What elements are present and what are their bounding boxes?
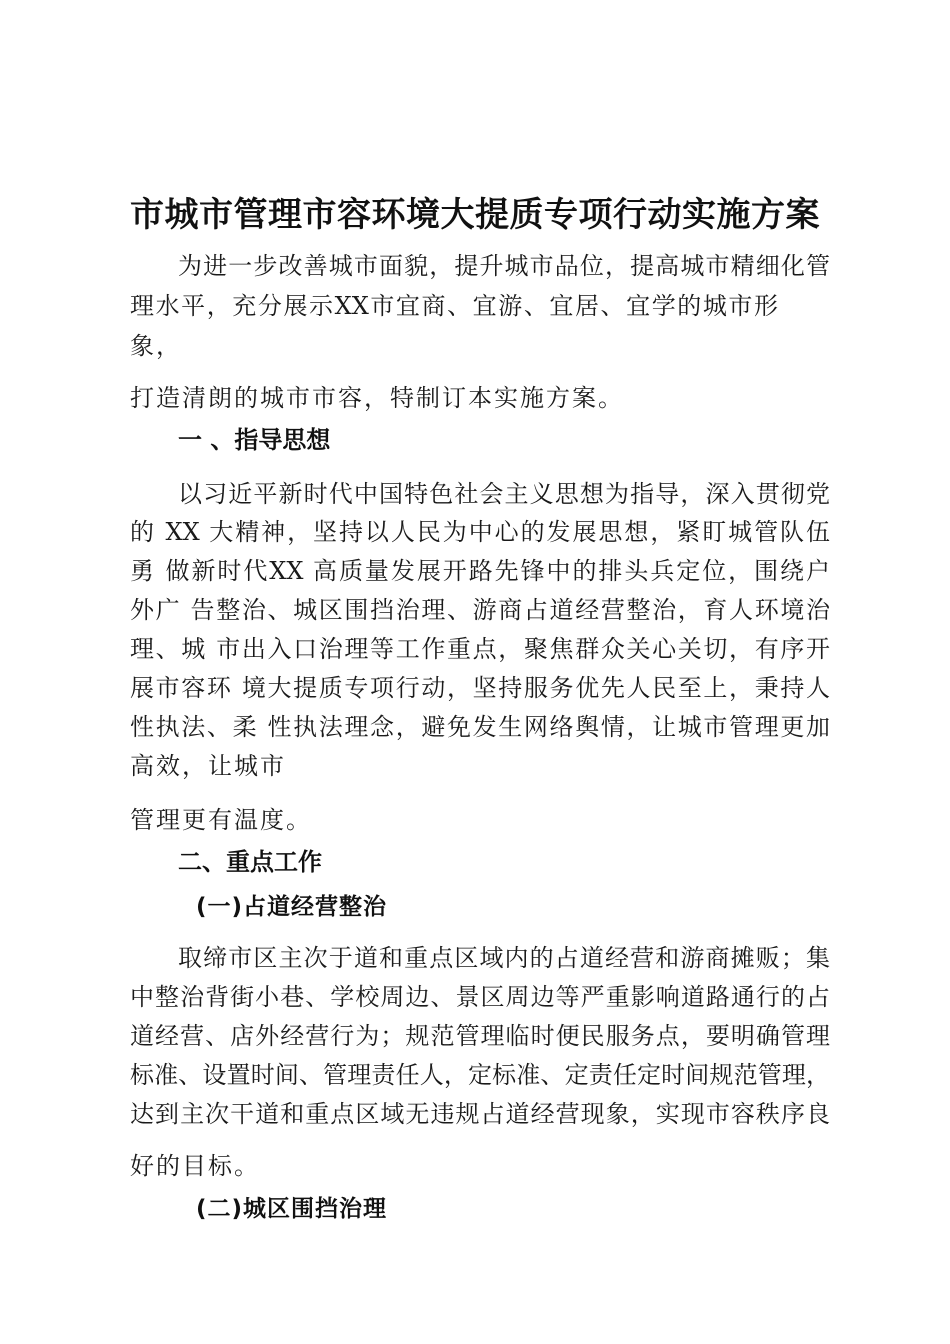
- paragraph-line: 中整治背街小巷、学校周边、景区周边等严重影响道路通行的占: [130, 983, 830, 1011]
- paragraph-line: 取缔市区主次于道和重点区域内的占道经营和游商摊贩；集: [178, 944, 830, 972]
- subsection-heading-hoarding: (二)城区围挡治理: [196, 1196, 388, 1222]
- paragraph-line: 外广 告整治、城区围挡治理、游商占道经营整治，育人环境治: [130, 596, 830, 624]
- intro-line-3: 象，: [130, 332, 182, 360]
- paragraph-line: 达到主次干道和重点区域无违规占道经营现象，实现市容秩序良: [130, 1100, 830, 1128]
- section-heading-key-work: 二、重点工作: [178, 848, 322, 876]
- intro-line-2: 理水平，充分展示XX市宜商、宜游、宜居、宜学的城市形: [130, 292, 778, 320]
- paragraph-line: 勇 做新时代XX 高质量发展开路先锋中的排头兵定位，围绕户: [130, 557, 830, 585]
- section-heading-guiding-ideology: 一 、指导思想: [178, 426, 331, 454]
- paragraph-line: 展市容环 境大提质专项行动，坚持服务优先人民至上，秉持人: [130, 674, 830, 702]
- intro-line-4: 打造清朗的城市市容，特制订本实施方案。: [130, 384, 624, 412]
- paragraph-line: 以习近平新时代中国特色社会主义思想为指导，深入贯彻党: [178, 480, 830, 508]
- subsection-heading-street-vending: (一)占道经营整治: [196, 894, 388, 920]
- paragraph-line: 理、城 市出入口治理等工作重点，聚焦群众关心关切，有序开: [130, 635, 830, 663]
- intro-line-1: 为进一步改善城市面貌，提升城市品位，提高城市精细化管: [178, 252, 830, 280]
- paragraph-line: 好的目标。: [130, 1152, 260, 1180]
- paragraph-line: 的 XX 大精神，坚持以人民为中心的发展思想，紧盯城管队伍: [130, 518, 830, 546]
- paragraph-line: 道经营、店外经营行为；规范管理临时便民服务点，要明确管理: [130, 1022, 830, 1050]
- paragraph-line: 高效，让城市: [130, 752, 286, 780]
- paragraph-line: 性执法、柔 性执法理念，避免发生网络舆情，让城市管理更加: [130, 713, 830, 741]
- document-title: 市城市管理市容环境大提质专项行动实施方案: [130, 195, 820, 235]
- paragraph-line: 标准、设置时间、管理责任人，定标准、定责任定时间规范管理，: [130, 1061, 830, 1089]
- paragraph-line: 管理更有温度。: [130, 806, 312, 834]
